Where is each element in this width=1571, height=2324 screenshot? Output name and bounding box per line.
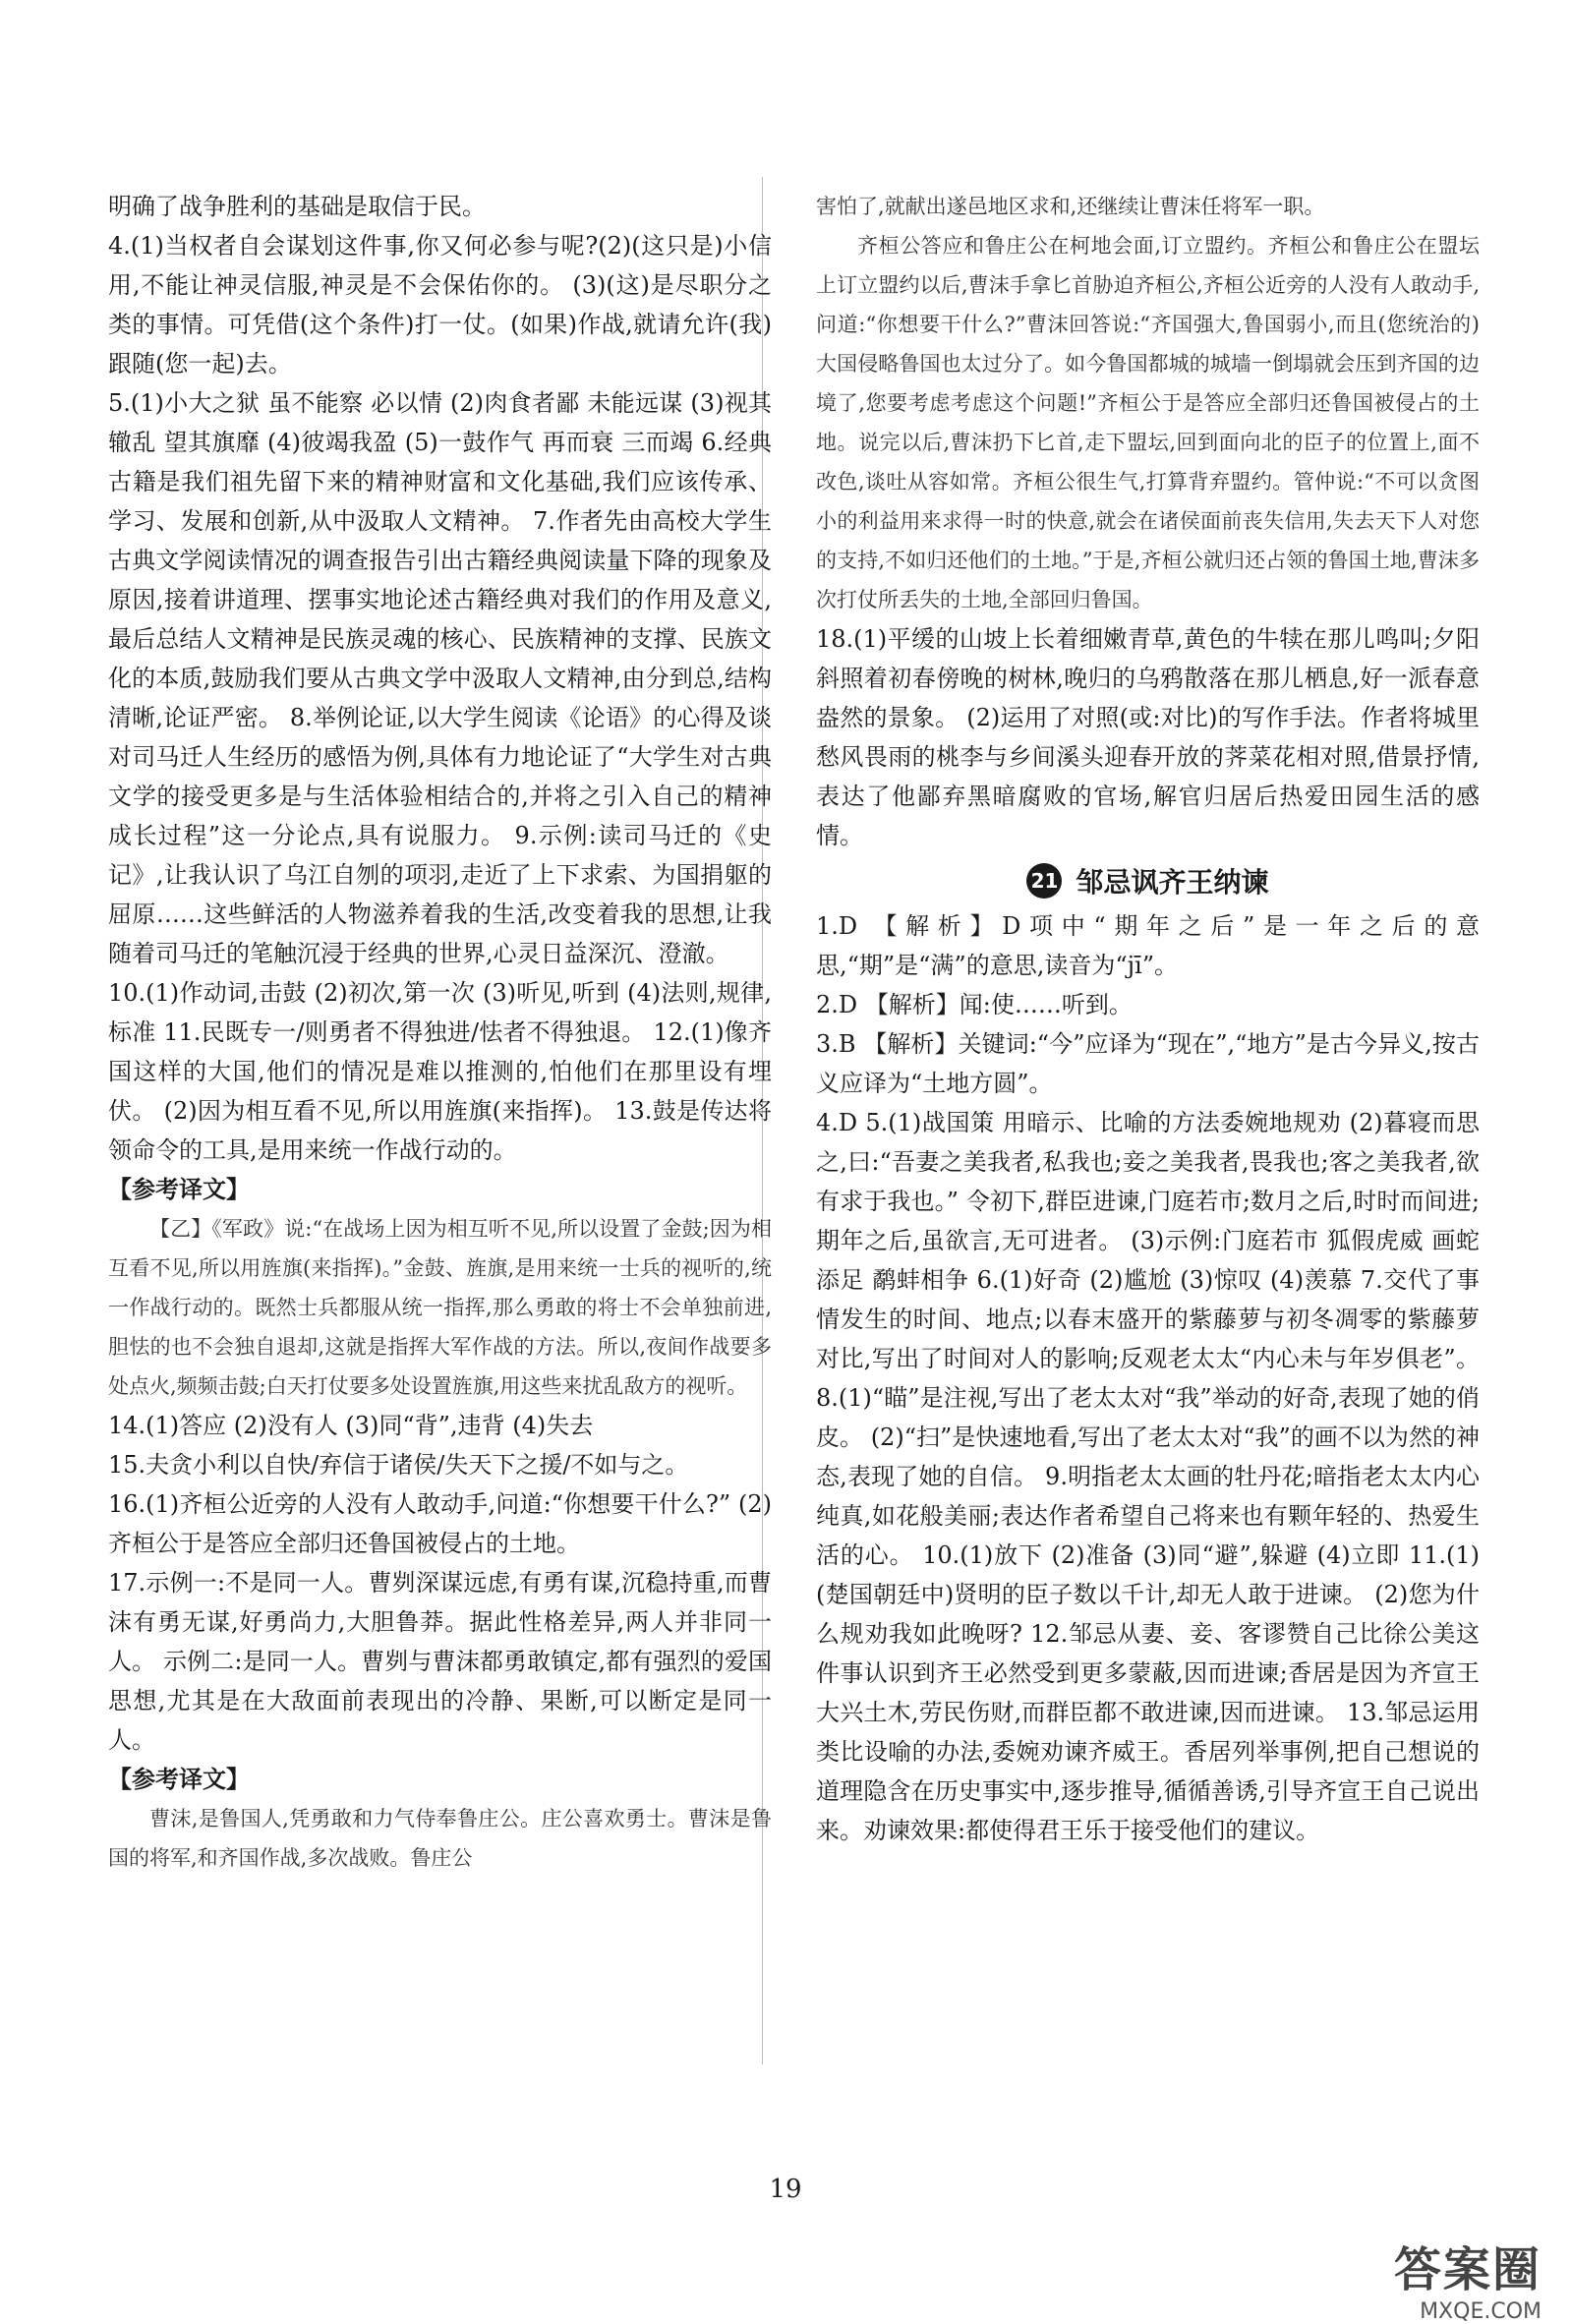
- translation-paragraph: 齐桓公答应和鲁庄公在柯地会面,订立盟约。齐桓公和鲁庄公在盟坛上订立盟约以后,曹沫手拿匕首胁迫齐桓公,齐桓公近旁的人没有人敢动手,问道:“你想要干什么?”曹沫回答说:“齐国强大,鲁国弱小,而且(您统治的)大国侵略鲁国也太过分了。如今鲁国都城的城墙一倒塌就会压到齐国的边境了,您要考虑考虑这个问题!”齐桓公于是答应全部归还鲁国被侵占的土地。说完以后,曹沫扔下匕首,走下盟坛,回到面向北的臣子的位置上,面不改色,谈吐从容如常。齐桓公很生气,打算背弃盟约。管仲说:“不可以贪图小的利益用来求得一时的快意,就会在诸侯面前丧失信用,失去天下人对您的支持,不如归还他们的土地。”于是,齐桓公就归还占领的鲁国土地,曹沫多次打仗所丢失的土地,全部回归鲁国。: [816, 234, 1480, 611]
- left-column: [108, 187, 772, 1878]
- reference-translation-label: 【参考译文】: [108, 1175, 250, 1203]
- answer-paragraph: 4.D 5.(1)战国策 用暗示、比喻的方法委婉地规劝 (2)暮寝而思之,曰:“吾妻之美我者,私我也;妾之美我者,畏我也;客之美我者,欲有求于我也。” 令初下,群臣进谏,门庭若市;数月之后,时时而间进;期年之后,虽欲言,无可进者。 (3)示例:门庭若市 狐假虎威 画蛇添足 鹬蚌相争 6.(1)好奇 (2)尴尬 (3)惊叹 (4)羡慕 7.交代了事情发生的时间、地点;以春末盛开的紫藤萝与初冬凋零的紫藤萝对比,写出了时间对人的影响;反观老太太“内心未与年岁俱老”。 8.(1)“瞄”是注视,写出了老太太对“我”举动的好奇,表现了她的俏皮。 (2)“扫”是快速地看,写出了老太太对“我”的画不以为然的神态,表现了她的自信。 9.明指老太太画的牡丹花;暗指老太太内心纯真,如花般美丽;表达作者希望自己将来也有颗年轻的、热爱生活的心。 10.(1)放下 (2)准备 (3)同“避”,躲避 (4)立即 11.(1)(楚国朝廷中)贤明的臣子数以千计,却无人敢于进谏。 (2)您为什么规劝我如此晚呀? 12.邹忌从妻、妾、客谬赞自己比徐公美这件事认识到齐王必然受到更多蒙蔽,因而进谏;香居是因为齐宣王大兴土木,劳民伤财,而群臣都不敢进谏,因而进谏。 13.邹忌运用类比设喻的办法,委婉劝谏齐威王。香居列举事例,把自己想说的道理隐含在历史事实中,逐步推导,循循善诱,引导齐宣王自己说出来。劝谏效果:都使得君王乐于接受他们的建议。: [816, 1109, 1480, 1844]
- page-number: 19: [769, 2175, 802, 2204]
- reference-translation-label: 【参考译文】: [108, 1765, 250, 1793]
- translation-paragraph: 害怕了,就献出遂邑地区求和,还继续让曹沫任将军一职。: [816, 195, 1325, 218]
- answer-paragraph: 2.D 【解析】闻:使……听到。: [816, 991, 1133, 1018]
- watermark-url: MXQE.COM: [1420, 2299, 1542, 2324]
- answer-paragraph: 5.(1)小大之狱 虽不能察 必以情 (2)肉食者鄙 未能远谋 (3)视其辙乱 望其旗靡 (4)彼竭我盈 (5)一鼓作气 再而衰 三而竭 6.经典古籍是我们祖先留下来的精神财富和文化基础,我们应该传承、学习、发展和创新,从中汲取人文精神。 7.作者先由高校大学生古典文学阅读情况的调查报告引出古籍经典阅读量下降的现象及原因,接着讲道理、摆事实地论述古籍经典对我们的作用及意义,最后总结人文精神是民族灵魂的核心、民族精神的支撑、民族文化的本质,鼓励我们要从古典文学中汲取人文精神,由分到总,结构清晰,论证严密。 8.举例论证,以大学生阅读《论语》的心得及谈对司马迁人生经历的感悟为例,具体有力地论证了“大学生对古典文学的接受更多是与生活体验相结合的,并将之引入自己的精神成长过程”这一分论点,具有说服力。 9.示例:读司马迁的《史记》,让我认识了乌江自刎的项羽,走近了上下求索、为国捐躯的屈原……这些鲜活的人物滋养着我的生活,改变着我的思想,让我随着司马迁的笔触沉浸于经典的世界,心灵日益深沉、澄澈。: [108, 389, 772, 967]
- section-title: 邹忌讽齐王纳谏: [1076, 866, 1269, 899]
- answer-paragraph: 3.B 【解析】关键词:“今”应译为“现在”,“地方”是古今异义,按古义应译为“土地方圆”。: [816, 1030, 1480, 1097]
- answer-paragraph: 16.(1)齐桓公近旁的人没有人敢动手,问道:“你想要干什么?” (2)齐桓公于是答应全部归还鲁国被侵占的土地。: [108, 1490, 772, 1557]
- answer-paragraph: 17.示例一:不是同一人。曹刿深谋远虑,有勇有谋,沉稳持重,而曹沫有勇无谋,好勇尚力,大胆鲁莽。据此性格差异,两人并非同一人。 示例二:是同一人。曹刿与曹沫都勇敢镇定,都有强烈的爱国思想,尤其是在大敌面前表现出的冷静、果断,可以断定是同一人。: [108, 1569, 772, 1754]
- answer-paragraph: 10.(1)作动词,击鼓 (2)初次,第一次 (3)听见,听到 (4)法则,规律,标准 11.民既专一/则勇者不得独进/怯者不得独退。 12.(1)像齐国这样的大国,他们的情况是难以推测的,怕他们在那里设有埋伏。 (2)因为相互看不见,所以用旌旗(来指挥)。 13.鼓是传达将领命令的工具,是用来统一作战行动的。: [108, 979, 772, 1164]
- translation-paragraph: 曹沫,是鲁国人,凭勇敢和力气侍奉鲁庄公。庄公喜欢勇士。曹沫是鲁国的将军,和齐国作战,多次战败。鲁庄公: [108, 1807, 772, 1870]
- section-number-badge: 21: [1026, 863, 1062, 899]
- answer-paragraph: 18.(1)平缓的山坡上长着细嫩青草,黄色的牛犊在那儿鸣叫;夕阳斜照着初春傍晚的树林,晚归的乌鸦散落在那儿栖息,好一派春意盎然的景象。 (2)运用了对照(或:对比)的写作手法。作者将城里愁风畏雨的桃李与乡间溪头迎春开放的荠菜花相对照,借景抒情,表达了他鄙弃黑暗腐败的官场,解官归居后热爱田园生活的感情。: [816, 625, 1480, 849]
- answer-paragraph: 4.(1)当权者自会谋划这件事,你又何必参与呢?(2)(这只是)小信用,不能让神灵信服,神灵是不会保佑你的。 (3)(这)是尽职分之类的事情。可凭借(这个条件)打一仗。(如果)作战,就请允许(我)跟随(您一起)去。: [108, 232, 772, 378]
- answer-paragraph: 15.夫贪小利以自快/弃信于诸侯/失天下之援/不如与之。: [108, 1451, 689, 1479]
- watermark-logo-text: 答案圈: [1393, 2242, 1542, 2297]
- answer-paragraph: 明确了战争胜利的基础是取信于民。: [108, 193, 486, 220]
- translation-paragraph: 【乙】《军政》说:“在战场上因为相互听不见,所以设置了金鼓;因为相互看不见,所以用旌旗(来指挥)。”金鼓、旌旗,是用来统一士兵的视听的,统一作战行动的。既然士兵都服从统一指挥,那么勇敢的将士不会单独前进,胆怯的也不会独自退却,这就是指挥大军作战的方法。所以,夜间作战要多处点火,频频击鼓;白天打仗要多处设置旌旗,用这些来扰乱敌方的视听。: [108, 1217, 772, 1398]
- section-heading: [816, 859, 1480, 902]
- answer-paragraph: 1.D 【解析】D项中“期年之后”是一年之后的意思,“期”是“满”的意思,读音为“jī”。: [816, 912, 1480, 979]
- right-column: [816, 187, 1480, 1850]
- watermark-logo: [1394, 2232, 1542, 2324]
- answer-paragraph: 14.(1)答应 (2)没有人 (3)同“背”,违背 (4)失去: [108, 1412, 594, 1439]
